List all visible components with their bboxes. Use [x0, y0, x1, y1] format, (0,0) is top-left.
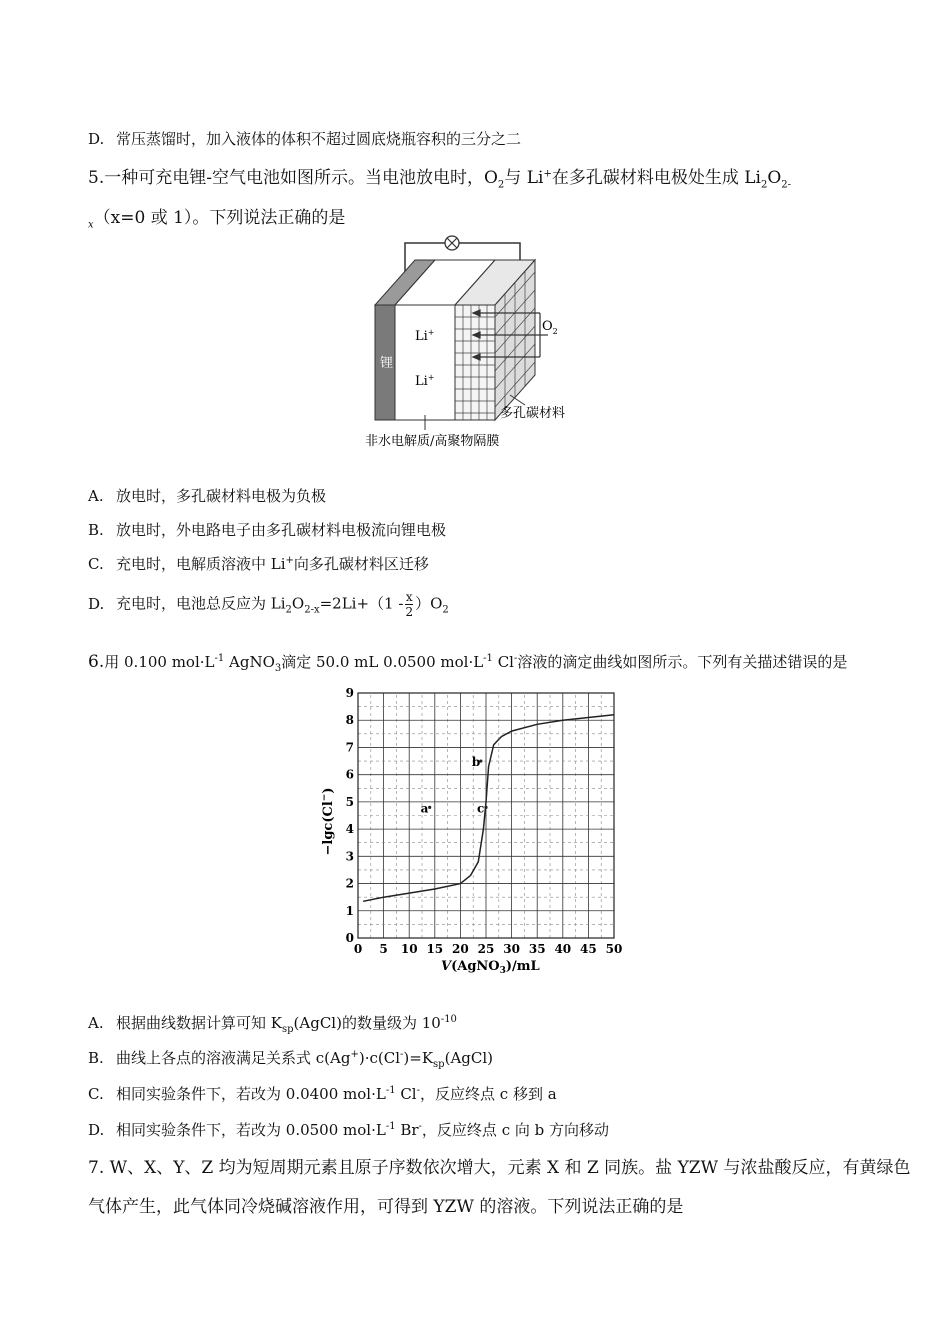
q7-stem-line1: 7. W、X、Y、Z 均为短周期元素且原子序数依次增大，元素 X 和 Z 同族。盐 YZW 与浓盐酸反应，有黄绿色 [88, 1158, 911, 1178]
subscript: 2 [760, 179, 768, 191]
q6-option-a [88, 1012, 457, 1035]
x-tick-label: 25 [477, 942, 495, 956]
chart-grid [358, 693, 614, 938]
option-text: 放电时，多孔碳材料电极为负极 [116, 487, 327, 505]
x-tick-label: 20 [452, 942, 469, 956]
y-tick-label: 9 [345, 686, 354, 700]
subscript: 3 [274, 663, 282, 674]
subscript: 2 [497, 179, 505, 191]
q7-stem-line2: 气体产生，此气体同冷烧碱溶液作用，可得到 YZW 的溶液。下列说法正确的是 [88, 1197, 684, 1217]
superscript: -1 [214, 653, 225, 664]
lithium-label: 锂 [380, 356, 394, 371]
stem-text: （x=0 或 1）。下列说法正确的是 [93, 208, 346, 228]
option-text: 充电时，电解质溶液中 Li [116, 555, 286, 573]
y-tick-label: 8 [345, 713, 354, 728]
q5-option-c [88, 553, 429, 574]
chart-points [421, 755, 488, 815]
superscript: -1 [483, 653, 493, 664]
option-label: B. [88, 521, 104, 539]
superscript: -1 [385, 1085, 396, 1096]
option-text: )=K [403, 1049, 434, 1067]
question-number: 5. [88, 168, 105, 188]
point-marker [484, 806, 487, 809]
stem-text: 在多孔碳材料电极处生成 Li [551, 168, 761, 188]
o2-label: $O_2$ [542, 319, 558, 336]
option-label: B. [88, 1049, 104, 1067]
y-tick-label: 4 [345, 822, 354, 837]
carbon-front [455, 305, 495, 420]
option-label: D. [88, 1121, 105, 1139]
ion-label: Li+ [415, 328, 435, 344]
option-text: Br [395, 1121, 419, 1139]
y-tick-label: 7 [345, 740, 354, 755]
superscript: - [513, 653, 518, 664]
q5-option-a [88, 485, 326, 506]
stem-text: 与 Li [504, 168, 544, 188]
subscript: x [88, 219, 94, 231]
superscript: - [416, 1085, 420, 1096]
stem-text: AgNO [224, 653, 275, 671]
option-text: 曲线上各点的溶液满足关系式 c(Ag [116, 1049, 351, 1067]
titration-chart [318, 685, 628, 985]
option-label: A. [88, 487, 104, 505]
point-label-c: c [477, 801, 485, 816]
subscript: sp [281, 1024, 294, 1035]
x-tick-label: 15 [426, 942, 444, 956]
y-tick-label: 1 [345, 903, 354, 918]
option-text: 根据曲线数据计算可知 K [116, 1014, 282, 1032]
option-text: =2Li+（1 - [319, 594, 404, 613]
stem-text: 溶液的滴定曲线如图所示。下列有关描述错误的是 [517, 653, 848, 671]
y-tick-label: 0 [345, 931, 354, 945]
option-label: A. [88, 1014, 104, 1032]
option-text: 常压蒸馏时，加入液体的体积不超过圆底烧瓶容积的三分之二 [116, 130, 522, 148]
option-text: 相同实验条件下，若改为 0.0400 mol·L [116, 1085, 386, 1103]
q6-stem [88, 651, 847, 674]
stem-text: 滴定 50.0 mL 0.0500 mol·L [281, 653, 484, 671]
superscript: + [285, 555, 294, 566]
q6-option-d [88, 1119, 609, 1140]
q5-stem-line2 [88, 203, 345, 230]
x-tick-label: 5 [379, 942, 388, 956]
option-text: 向多孔碳材料区迁移 [293, 555, 429, 573]
x-axis-label: V(AgNO$_3$)/mL [441, 959, 540, 976]
superscript: - [418, 1121, 422, 1132]
option-label: C. [88, 555, 104, 573]
y-tick-label: 2 [345, 876, 354, 891]
superscript: + [350, 1049, 359, 1060]
q6-option-b [88, 1047, 493, 1070]
q4-option-d [88, 128, 521, 149]
x-tick-label: 35 [528, 942, 546, 956]
q5-option-b [88, 519, 446, 540]
subscript: 2-x [304, 604, 320, 616]
y-tick-label: 3 [345, 849, 354, 864]
fraction [405, 590, 413, 619]
y-axis-label: −lgc(Cl−) [320, 787, 336, 856]
fraction-numerator: x [405, 590, 413, 604]
point-label-b: b [471, 755, 481, 770]
ion-label: Li+ [415, 373, 435, 389]
membrane-label: 非水电解质/高聚物隔膜 [365, 434, 500, 449]
option-text: ）O [415, 594, 443, 613]
option-text: 充电时，电池总反应为 Li [116, 594, 286, 613]
y-tick-label: 6 [345, 767, 354, 782]
fraction-denominator: 2 [405, 605, 414, 619]
battery-figure [360, 235, 600, 460]
stem-text: 用 0.100 mol·L [104, 653, 215, 671]
question-number: 6. [88, 652, 105, 672]
option-text: ，反应终点 c 向 b 方向移动 [421, 1121, 609, 1139]
option-text: 相同实验条件下，若改为 0.0500 mol·L [116, 1121, 386, 1139]
q6-option-c [88, 1083, 557, 1104]
stem-text: 一种可充电锂-空气电池如图所示。当电池放电时，O [104, 168, 498, 188]
x-tick-label: 10 [400, 942, 418, 956]
superscript: -1 [385, 1121, 396, 1132]
y-tick-label: 5 [345, 794, 354, 809]
x-tick-label: 50 [605, 942, 623, 956]
point-marker [428, 806, 431, 809]
option-text: ，反应终点 c 移到 a [420, 1085, 557, 1103]
stem-text: O [767, 168, 782, 188]
option-text: Cl [395, 1085, 417, 1103]
option-label: C. [88, 1085, 104, 1103]
titration-curve [363, 715, 614, 902]
electrolyte [395, 305, 455, 420]
subscript: sp [433, 1059, 445, 1070]
stem-text: Cl [492, 653, 514, 671]
option-text: (AgCl) [444, 1049, 494, 1067]
superscript: -10 [440, 1014, 457, 1025]
superscript: + [543, 168, 552, 180]
option-text: 放电时，外电路电子由多孔碳材料电极流向锂电极 [116, 521, 447, 539]
subscript: 2 [285, 604, 292, 616]
q5-stem-line1 [88, 163, 791, 190]
option-text: )·c(Cl [358, 1049, 401, 1067]
option-label: D. [88, 594, 105, 613]
option-label: D. [88, 130, 105, 148]
q5-option-d [88, 590, 449, 619]
subscript: 2- [781, 179, 792, 191]
carbon-label: 多孔碳材料 [500, 406, 566, 421]
subscript: 2 [442, 604, 449, 616]
point-label-a: a [420, 801, 429, 816]
x-tick-label: 0 [353, 942, 363, 956]
option-text: O [291, 594, 305, 613]
option-text: (AgCl)的数量级为 10 [293, 1014, 441, 1032]
x-tick-label: 30 [503, 942, 520, 956]
x-tick-label: 45 [580, 942, 597, 956]
x-tick-label: 40 [554, 942, 572, 956]
superscript: - [400, 1049, 404, 1060]
